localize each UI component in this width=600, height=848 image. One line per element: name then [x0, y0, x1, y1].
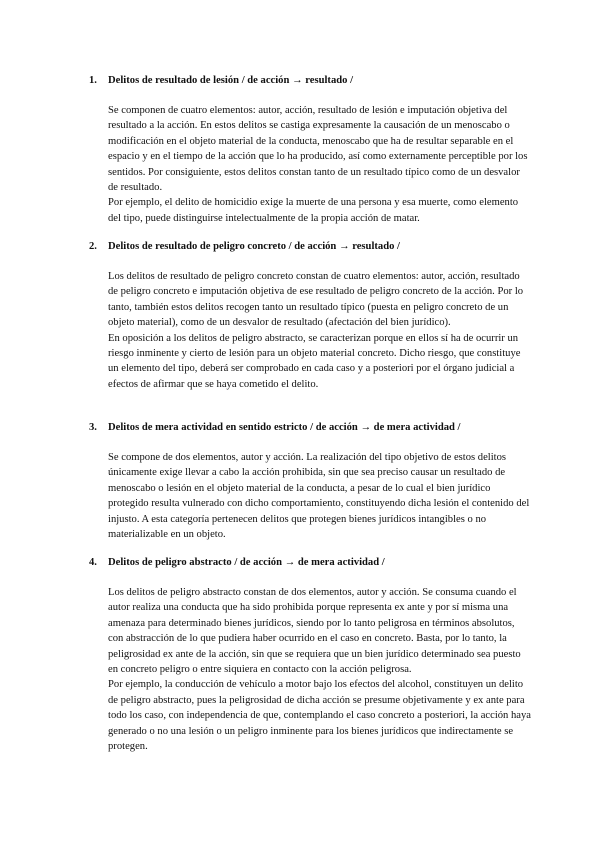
section-body	[108, 269, 531, 392]
paragraph: Por ejemplo, la conducción de vehículo a motor bajo los efectos del alcohol, constituyen un delito de peligro abstracto, pues la peligrosidad de dicha acción se presume objetivamente y ex ante para todo los caso, con independencia de que, contemplando el caso concreto a posteriori, la acción haya generado o no una lesión o un peligro inminente para los bienes jurídicos que indirectamente se protegen.	[108, 679, 531, 753]
paragraph: Los delitos de resultado de peligro concreto constan de cuatro elementos: autor, acción, resultado de peligro concreto e imputación objetiva de ese resultado de peligro concreto de la acción. Por lo tanto, también estos delitos recogen tanto un resultado típico (puesta en peligro concreto de un objeto material), como de un desvalor de resultado (afectación del bien jurídico).	[108, 271, 524, 329]
section-body	[108, 103, 531, 226]
section-title: Delitos de peligro abstracto / de acción → de mera actividad /	[108, 557, 385, 568]
paragraph: Se componen de cuatro elementos: autor, acción, resultado de lesión e imputación objetiva del resultado a la acción. En estos delitos se castiga expresamente la causación de un menoscabo o modificación en el objeto material de la conducta, menoscabo que ha de resultar separable en el espacio y en el tiempo de la acción que lo ha producido, así como externamente perceptible por los sentidos. Por consiguiente, estos delitos constan tanto de un resultado típico como de un desvalor de resultado.	[108, 105, 528, 194]
section-heading	[89, 421, 531, 434]
section-number: 2.	[89, 241, 97, 252]
paragraph: Por ejemplo, el delito de homicidio exige la muerte de una persona y esa muerte, como elemento del tipo, puede distinguirse intelectualmente de la propia acción de matar.	[108, 197, 519, 224]
section-body	[108, 585, 531, 754]
section-heading	[89, 74, 531, 87]
section-number: 3.	[89, 422, 97, 433]
section-3	[89, 421, 531, 542]
paragraph: Se compone de dos elementos, autor y acción. La realización del tipo objetivo de estos delitos únicamente exige llevar a cabo la acción prohibida, sin que sea preciso causar un resultado de menoscabo o lesión en el objeto material de la conducta, a pesar de lo cual el bien jurídico protegido resulta vulnerado con dicho comportamiento, constituyendo dicha lesión el contenido del injusto. A esta categoría pertenecen delitos que protegen bienes jurídicos intangibles o no materializable en un objeto.	[108, 452, 530, 541]
section-heading	[89, 240, 531, 253]
section-2	[89, 240, 531, 392]
section-title: Delitos de resultado de peligro concreto / de acción → resultado /	[108, 241, 400, 252]
section-title: Delitos de mera actividad en sentido estricto / de acción → de mera actividad /	[108, 422, 461, 433]
section-heading	[89, 556, 531, 569]
paragraph: Los delitos de peligro abstracto constan de dos elementos, autor y acción. Se consuma cuando el autor realiza una conducta que ha sido prohibida porque representa ex ante y por sí misma una amenaza para determinado bienes jurídicos, siendo por lo tanto peligrosa en términos absolutos, con abstracción de lo que pudiera haber ocurrido en el caso en concreto. Basta, por lo tanto, la peligrosidad ex ante de la acción, sin que se requiera que un bien jurídico determinado sea puesto en concreto peligro o entre siquiera en contacto con la acción peligrosa.	[108, 587, 521, 676]
section-number: 4.	[89, 557, 97, 568]
section-number: 1.	[89, 75, 97, 86]
paragraph: En oposición a los delitos de peligro abstracto, se caracterizan porque en ellos sí ha de ocurrir un riesgo inminente y cierto de lesión para un objeto material concreto. Dicho riesgo, que constituye un elemento del tipo, deberá ser comprobado en cada caso y a posteriori por el órgano judicial a efectos de afirmar que se haya cometido el delito.	[108, 332, 521, 390]
section-title: Delitos de resultado de lesión / de acción → resultado /	[108, 75, 354, 86]
section-1	[89, 74, 531, 226]
section-4	[89, 556, 531, 754]
section-body	[108, 450, 531, 542]
